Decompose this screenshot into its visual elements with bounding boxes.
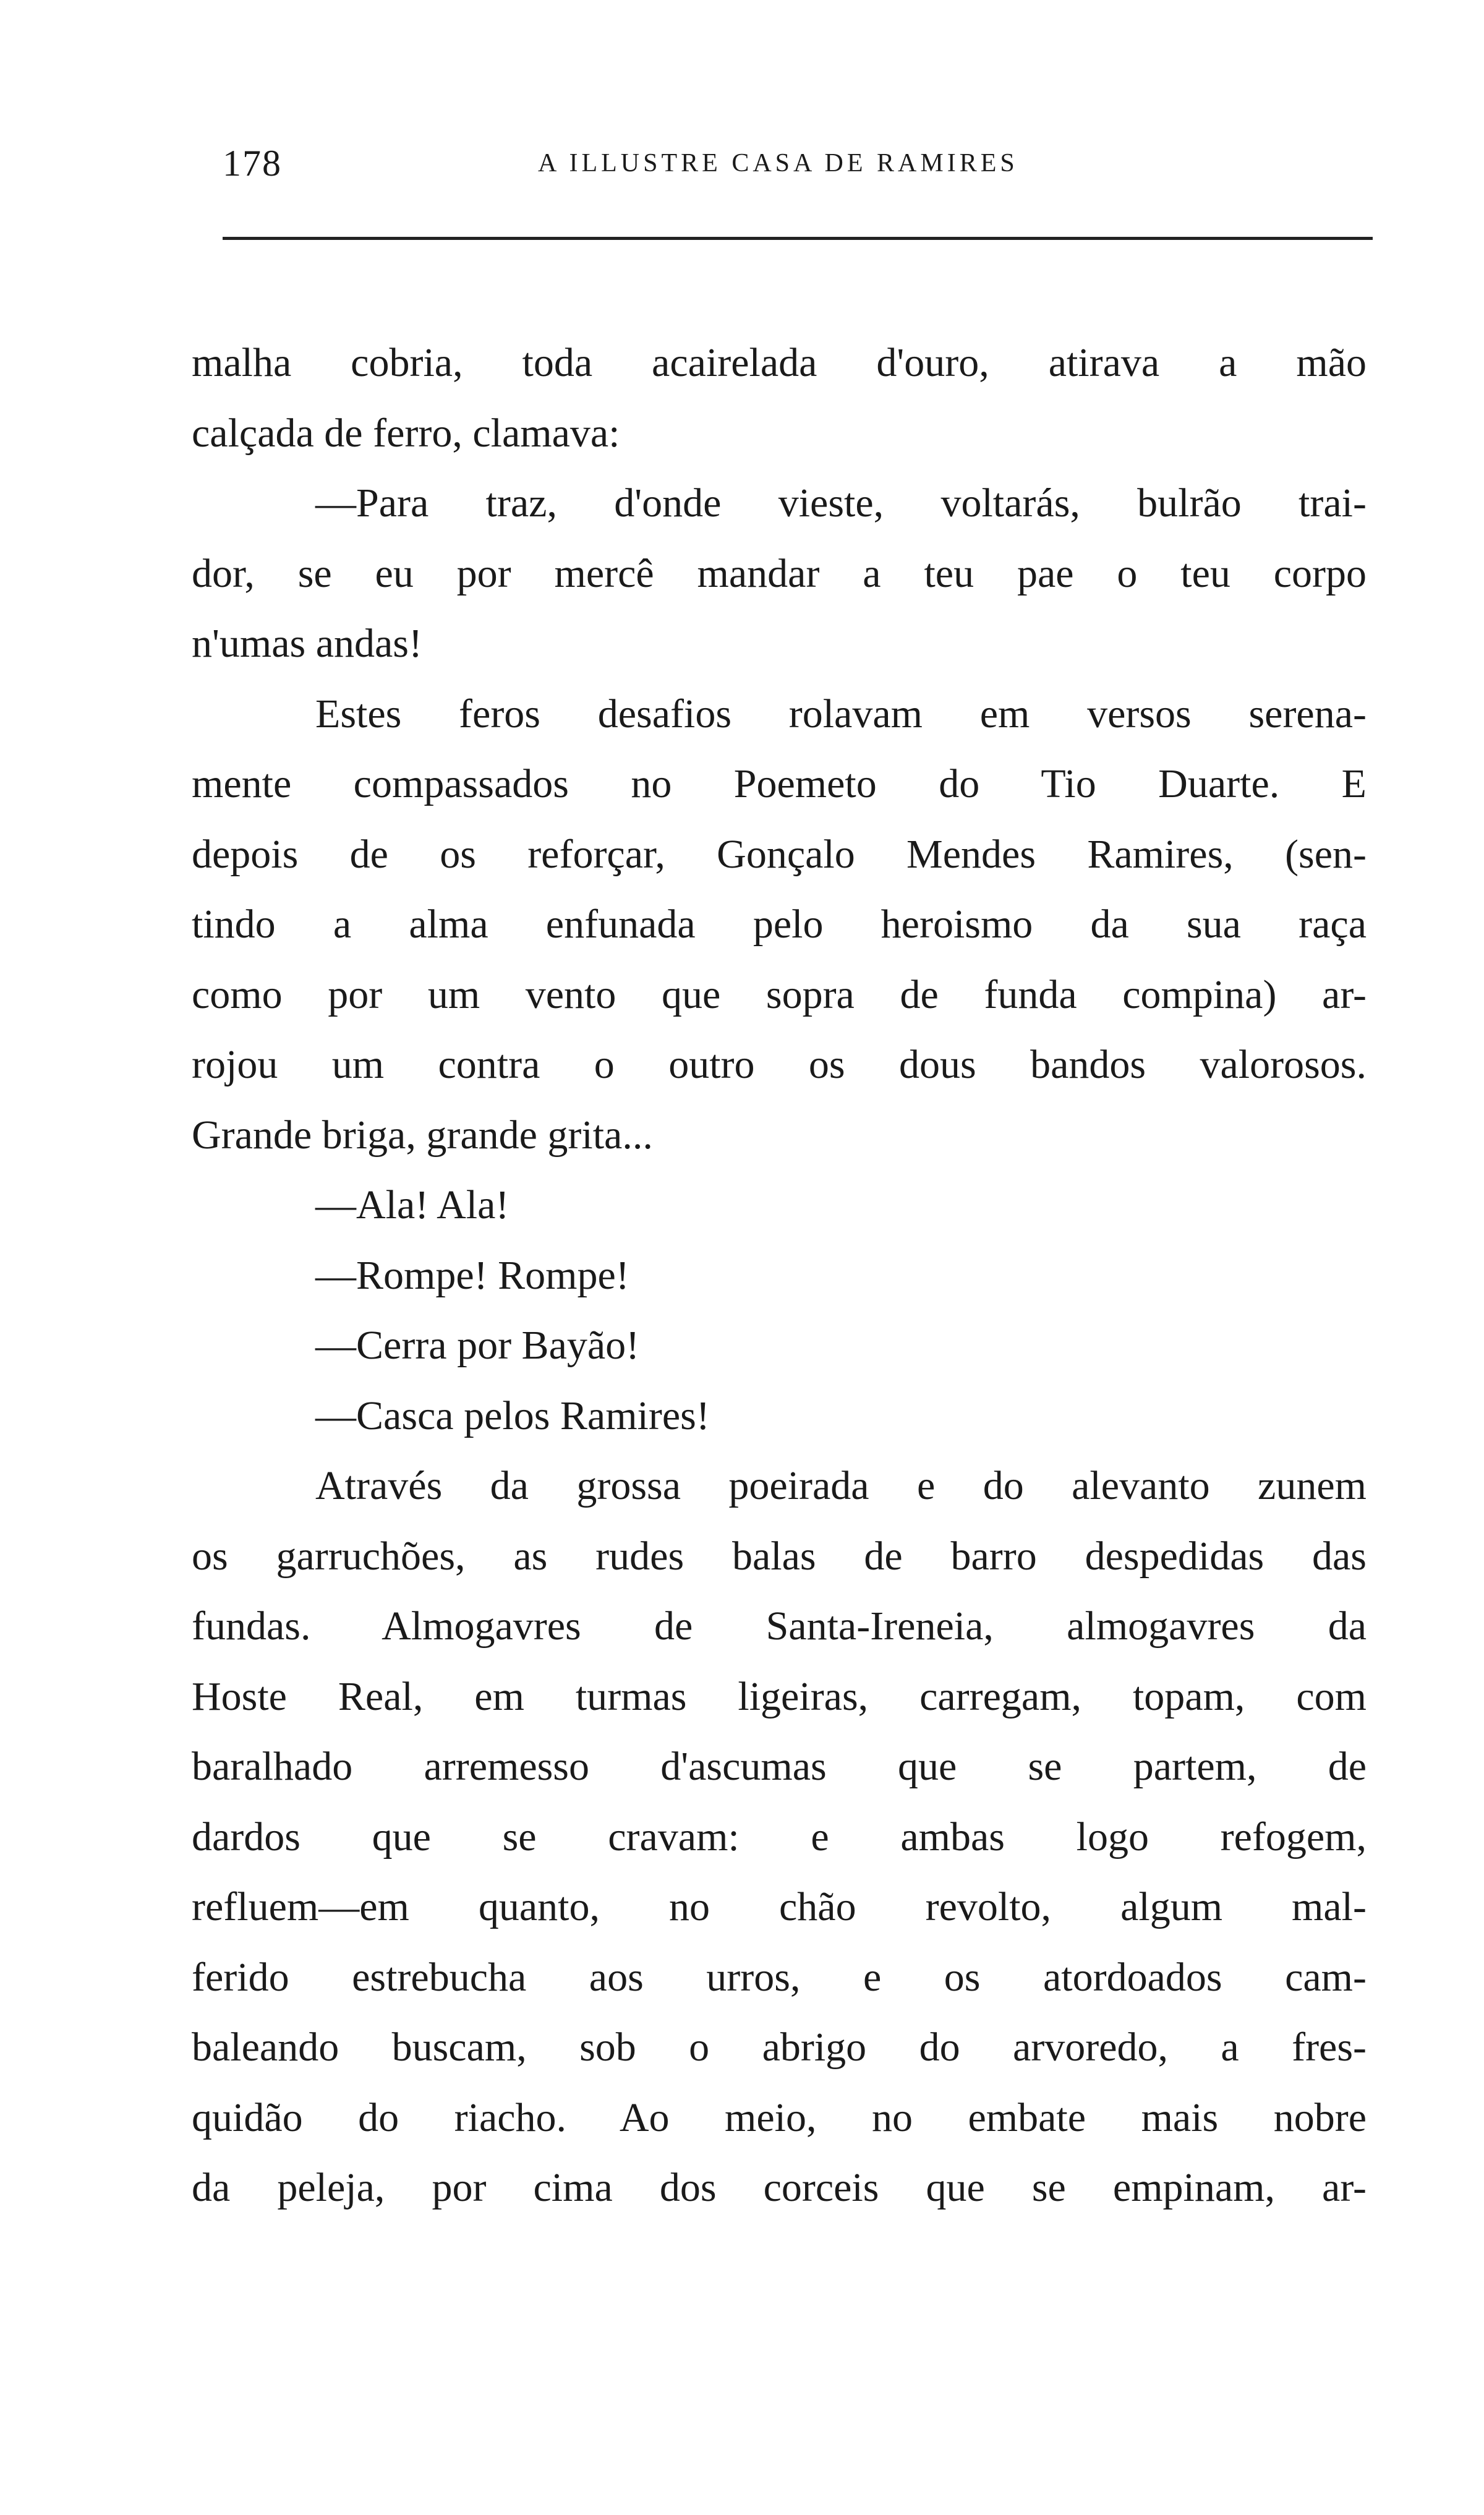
text-line: baleando buscam, sob o abrigo do arvoredo, a fres- — [192, 2025, 1367, 2070]
page-number: 178 — [223, 143, 282, 184]
text-line: da peleja, por cima dos corceis que se empinam, ar- — [192, 2165, 1367, 2210]
page-header — [223, 137, 1373, 187]
text-line: refluem—em quanto, no chão revolto, algum mal- — [192, 1884, 1367, 1929]
text-line: rojou um contra o outro os dous bandos valorosos. — [192, 1042, 1367, 1087]
header-rule — [223, 237, 1373, 240]
text-line: —Casca pelos Ramires! — [315, 1393, 710, 1438]
text-line: Através da grossa poeirada e do alevanto zunem — [315, 1463, 1367, 1508]
text-line: baralhado arremesso d'ascumas que se partem, de — [192, 1744, 1367, 1789]
text-line: malha cobria, toda acairelada d'ouro, atirava a mão — [192, 340, 1367, 385]
text-line: n'umas andas! — [192, 621, 422, 666]
text-line: depois de os reforçar, Gonçalo Mendes Ramires, (sen- — [192, 831, 1367, 877]
text-line: calçada de ferro, clamava: — [192, 410, 620, 456]
text-line: dardos que se cravam: e ambas logo refogem, — [192, 1814, 1367, 1860]
text-line: Grande briga, grande grita... — [192, 1112, 653, 1158]
text-line: quidão do riacho. Ao meio, no embate mais nobre — [192, 2094, 1367, 2140]
text-line: —Rompe! Rompe! — [315, 1252, 629, 1298]
text-line: Hoste Real, em turmas ligeiras, carregam, topam, com — [192, 1673, 1367, 1719]
text-line: —Ala! Ala! — [315, 1182, 510, 1228]
text-line: Estes feros desafios rolavam em versos serena- — [315, 691, 1367, 737]
text-line: dor, se eu por mercê mandar a teu pae o teu corpo — [192, 550, 1367, 596]
text-line: os garruchões, as rudes balas de barro despedidas das — [192, 1533, 1367, 1579]
body-text — [192, 328, 1367, 2223]
running-title: A ILLUSTRE CASA DE RAMIRES — [538, 149, 1018, 177]
text-line: mente compassados no Poemeto do Tio Duarte. E — [192, 761, 1367, 806]
text-line: tindo a alma enfunada pelo heroismo da sua raça — [192, 902, 1367, 947]
text-line: ferido estrebucha aos urros, e os atordoados cam- — [192, 1954, 1367, 2000]
text-line: —Para traz, d'onde vieste, voltarás, bulrão trai- — [315, 480, 1367, 526]
text-line: como por um vento que sopra de funda compina) ar- — [192, 971, 1367, 1017]
text-line: fundas. Almogavres de Santa-Ireneia, almogavres da — [192, 1603, 1367, 1649]
text-line: —Cerra por Bayão! — [315, 1323, 640, 1368]
